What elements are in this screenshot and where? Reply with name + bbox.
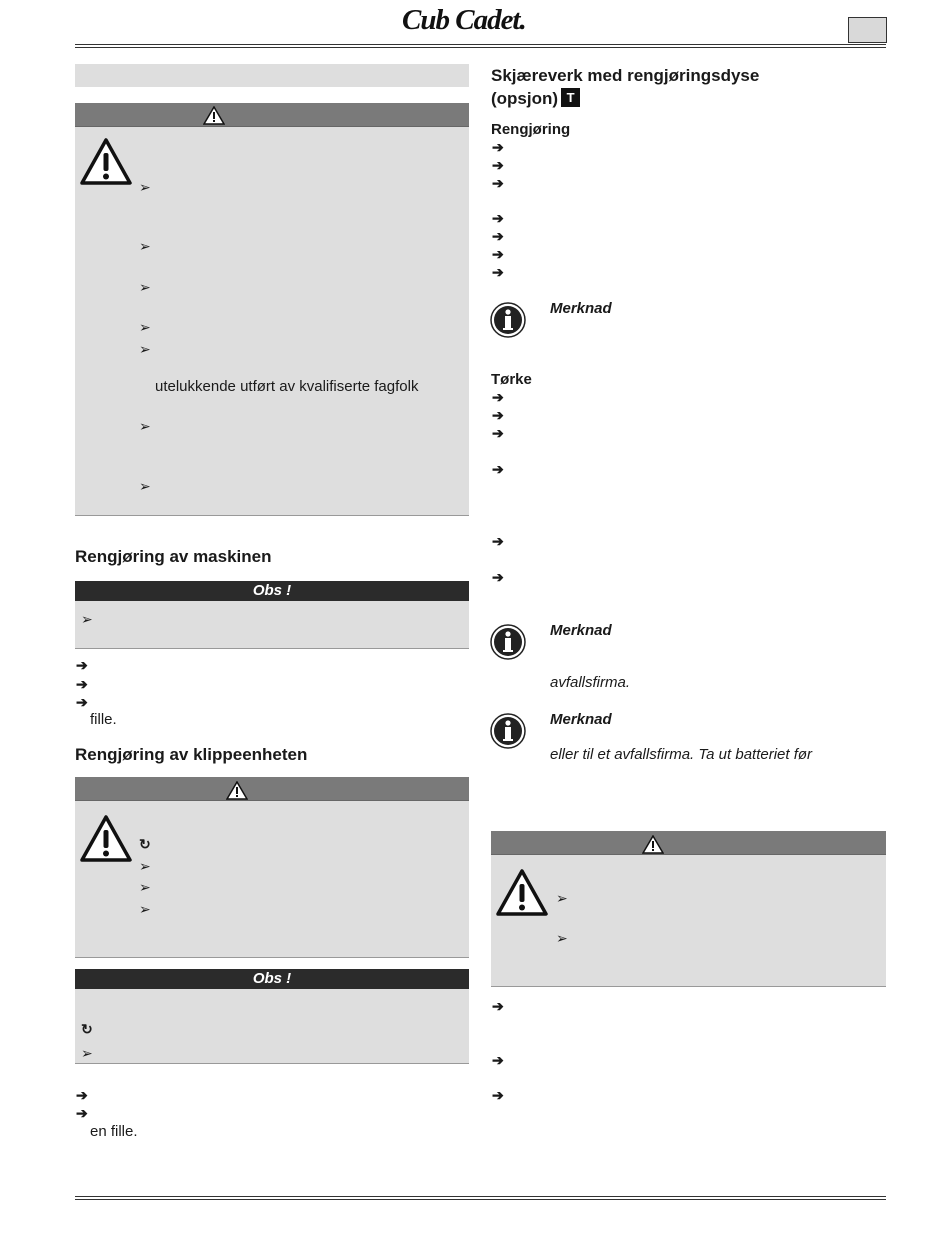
arrow-right-icon: ➔ — [492, 1052, 504, 1068]
return-arrow-icon: ↻ — [81, 1021, 93, 1037]
header-rule — [75, 44, 886, 45]
arrow-right-icon: ➔ — [492, 533, 504, 549]
obs-panel — [75, 581, 469, 649]
chevron-bullet-icon: ➢ — [139, 901, 151, 917]
return-arrow-icon: ↻ — [139, 836, 151, 852]
chevron-bullet-icon: ➢ — [139, 418, 151, 434]
chevron-bullet-icon: ➢ — [139, 879, 151, 895]
section-heading-cutter: Rengjøring av klippeenheten — [75, 745, 308, 764]
chevron-bullet-icon: ➢ — [139, 279, 151, 295]
warning-triangle-icon — [226, 781, 248, 800]
chevron-bullet-icon: ➢ — [81, 1045, 93, 1061]
arrow-right-icon: ➔ — [492, 157, 504, 173]
option-badge: T — [561, 88, 580, 107]
header-rule-2 — [75, 47, 886, 48]
subheading-cleaning: Rengjøring — [491, 121, 571, 138]
arrow-right-icon: ➔ — [76, 657, 88, 673]
right-title-line2 — [491, 88, 580, 109]
warning-panel — [75, 777, 469, 958]
note-label: Merknad — [550, 711, 612, 728]
note-label: Merknad — [550, 300, 612, 317]
warning-panel — [75, 103, 469, 516]
warning-triangle-icon — [642, 835, 664, 854]
brand-logo: Cub Cadet. — [402, 4, 526, 36]
warning-triangle-icon — [80, 138, 132, 185]
continuation-text: en fille. — [90, 1123, 138, 1140]
chevron-bullet-icon: ➢ — [139, 858, 151, 874]
arrow-right-icon: ➔ — [492, 425, 504, 441]
warning-triangle-icon — [203, 106, 225, 125]
arrow-right-icon: ➔ — [492, 210, 504, 226]
right-title-line1: Skjæreverk med rengjøringsdyse — [491, 66, 760, 85]
continuation-text: fille. — [90, 711, 117, 728]
warning-panel-header — [75, 103, 469, 127]
arrow-right-icon: ➔ — [76, 676, 88, 692]
info-icon — [490, 713, 526, 749]
arrow-right-icon: ➔ — [492, 139, 504, 155]
obs-header: Obs ! — [75, 969, 469, 989]
warning-panel — [491, 831, 886, 987]
arrow-right-icon: ➔ — [492, 246, 504, 262]
obs-panel — [75, 969, 469, 1064]
chevron-bullet-icon: ➢ — [556, 890, 568, 906]
info-icon — [490, 302, 526, 338]
arrow-right-icon: ➔ — [492, 1087, 504, 1103]
right-title-text: (opsjon) — [491, 89, 559, 108]
warning-triangle-icon — [80, 815, 132, 862]
note-label: Merknad — [550, 622, 612, 639]
footer-rule — [75, 1196, 886, 1197]
obs-header: Obs ! — [75, 581, 469, 601]
section-heading-machine: Rengjøring av maskinen — [75, 547, 272, 566]
arrow-right-icon: ➔ — [492, 175, 504, 191]
arrow-right-icon: ➔ — [492, 389, 504, 405]
arrow-right-icon: ➔ — [76, 694, 88, 710]
arrow-right-icon: ➔ — [492, 228, 504, 244]
subheading-dry: Tørke — [491, 371, 532, 388]
chevron-bullet-icon: ➢ — [81, 611, 93, 627]
chevron-bullet-icon: ➢ — [139, 238, 151, 254]
section-title-bar — [75, 64, 469, 87]
chevron-bullet-icon: ➢ — [139, 319, 151, 335]
note-text: eller til et avfallsfirma. Ta ut batteriet før — [550, 746, 813, 763]
chevron-bullet-icon: ➢ — [139, 341, 151, 357]
warning-panel-header — [491, 831, 886, 855]
info-icon — [490, 624, 526, 660]
arrow-right-icon: ➔ — [76, 1105, 88, 1121]
chevron-bullet-icon: ➢ — [556, 930, 568, 946]
warning-triangle-icon — [496, 869, 548, 916]
arrow-right-icon: ➔ — [492, 461, 504, 477]
arrow-right-icon: ➔ — [492, 998, 504, 1014]
page-number-box — [848, 17, 887, 43]
chevron-bullet-icon: ➢ — [139, 179, 151, 195]
arrow-right-icon: ➔ — [492, 407, 504, 423]
warning-panel-header — [75, 777, 469, 801]
arrow-right-icon: ➔ — [492, 264, 504, 280]
footer-rule-2 — [75, 1199, 886, 1200]
arrow-right-icon: ➔ — [76, 1087, 88, 1103]
note-text: avfallsfirma. — [550, 674, 631, 691]
chevron-bullet-icon: ➢ — [139, 478, 151, 494]
panel-text-line: utelukkende utført av kvalifiserte fagfolk — [155, 378, 419, 395]
arrow-right-icon: ➔ — [492, 569, 504, 585]
